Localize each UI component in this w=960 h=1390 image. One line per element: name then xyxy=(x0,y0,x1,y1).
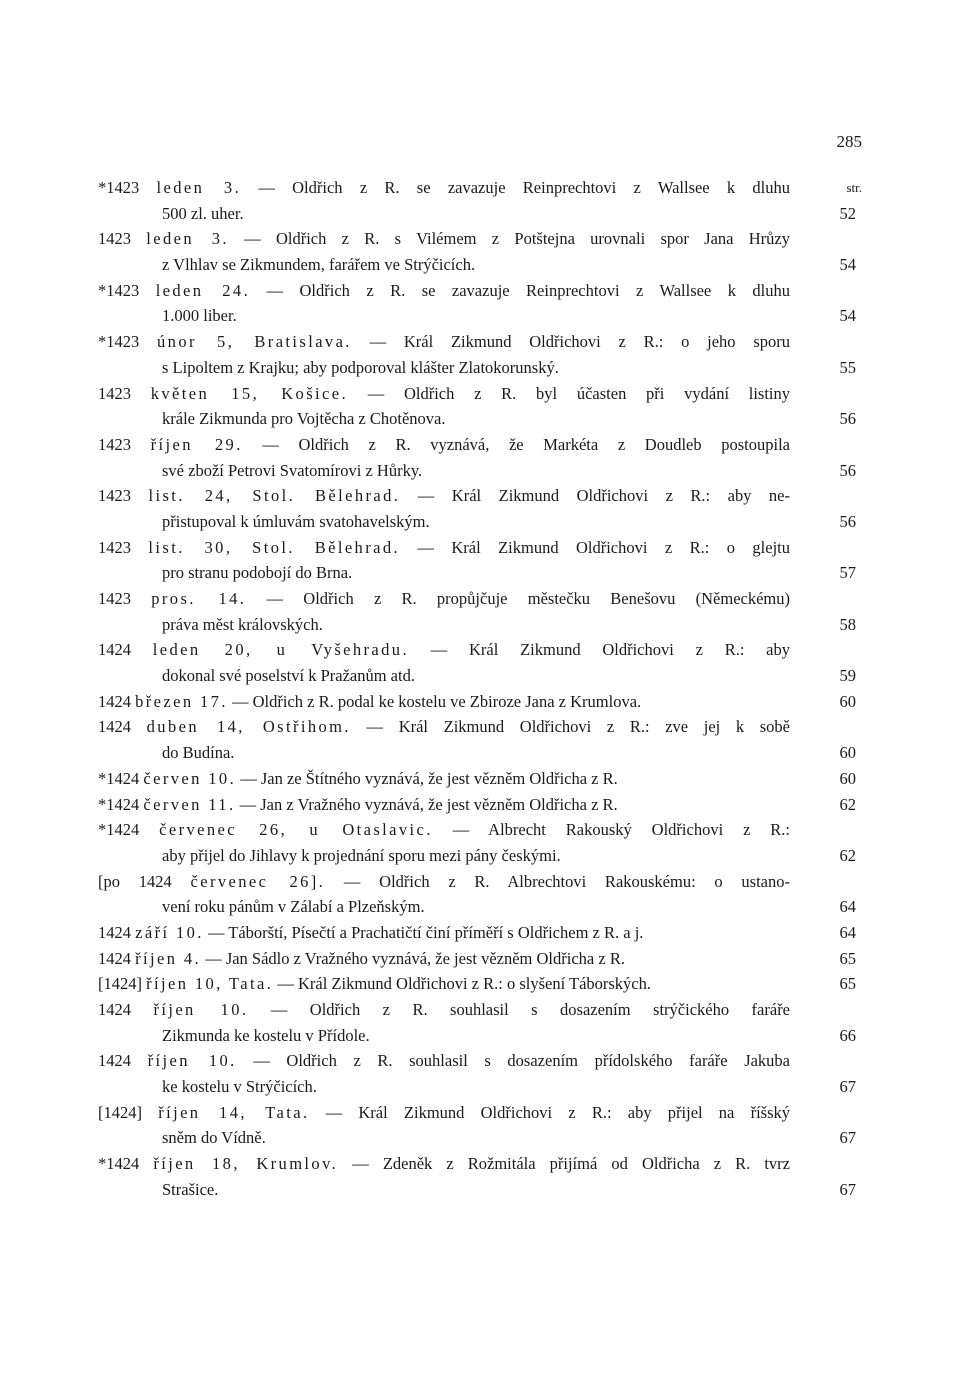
entry-continuation-line: práva měst královských. xyxy=(162,614,323,634)
regest-entry xyxy=(0,689,960,715)
entry-date: list. 24, Stol. Bělehrad. xyxy=(148,486,401,506)
entry-text: — Jan ze Štítného vyznává, že jest vězněm Oldřicha z R. xyxy=(236,768,618,788)
entry-first-line xyxy=(0,381,790,407)
entry-page-ref: 62 xyxy=(839,845,856,865)
entry-first-line xyxy=(0,1151,790,1177)
entry-year: *1424 xyxy=(98,820,140,840)
entry-year: 1424 xyxy=(98,1000,131,1019)
entry-page-ref: 62 xyxy=(839,794,856,814)
entry-continuation-line: s Lipoltem z Krajku; aby podporoval klášter Zlatokorunský. xyxy=(162,357,559,377)
entry-date: říjen 10. xyxy=(153,1000,249,1019)
entry-continuation-line: dokonal své poselství k Pražanům atd. xyxy=(162,666,415,686)
entry-first-line xyxy=(0,869,790,895)
entry-date: list. 30, Stol. Bělehrad. xyxy=(148,537,400,557)
entry-date: říjen 4. xyxy=(135,948,202,968)
entry-continuation-line: 500 zl. uher. xyxy=(162,203,244,223)
entry-text: — Král Zikmund Oldřichovi z R.: aby xyxy=(408,640,791,660)
entry-year: [po 1424 xyxy=(98,871,172,891)
entry-page-ref: 67 xyxy=(839,1179,856,1199)
entry-first-line xyxy=(0,278,790,304)
entry-year: 1423 xyxy=(98,229,131,249)
entry-first-line xyxy=(0,637,790,663)
entry-text: — Albrecht Rakouský Oldřichovi z R.: xyxy=(432,820,791,840)
entry-first-line xyxy=(0,714,790,740)
regest-entry xyxy=(0,586,960,637)
page-number: 285 xyxy=(836,132,862,151)
entry-text: — Král Zikmund Oldřichovi z R.: o glejtu xyxy=(400,537,790,557)
entry-continuation-line: aby přijel do Jihlavy k projednání sporu mezi pány českými. xyxy=(162,845,561,865)
entry-year: *1423 xyxy=(98,332,140,352)
entry-page-ref: 67 xyxy=(839,1077,856,1097)
entry-text: — Jan z Vražného vyznává, že jest vězněm Oldřicha z R. xyxy=(235,794,618,814)
entry-date: říjen 14, Tata. xyxy=(158,1102,310,1122)
entry-continuation-line: Zikmunda ke kostelu v Přídole. xyxy=(162,1025,370,1045)
entry-year: 1424 xyxy=(98,1051,131,1071)
regest-entry xyxy=(0,714,960,765)
entry-date: leden 3. xyxy=(146,229,229,249)
entry-continuation-line: pro stranu podobojí do Brna. xyxy=(162,563,353,583)
entry-year: *1424 xyxy=(98,794,140,814)
entry-date: říjen 29. xyxy=(150,434,243,454)
regest-entry xyxy=(0,997,960,1048)
entry-page-ref: 60 xyxy=(839,691,856,711)
entry-text: — Král Zikmund Oldřichovi z R.: aby přijel na říšský xyxy=(309,1102,791,1122)
entry-text: — Oldřich z R. byl účasten při vydání listiny xyxy=(347,383,791,403)
entry-date: červen 11. xyxy=(143,794,236,814)
entry-first-line xyxy=(0,1048,790,1074)
entry-page-ref: 55 xyxy=(839,357,856,377)
regest-entry xyxy=(0,175,960,226)
entry-date: pros. 14. xyxy=(151,589,247,608)
entry-date: září 10. xyxy=(135,922,204,942)
entry-page-ref: 56 xyxy=(839,511,856,531)
entry-year: *1423 xyxy=(98,280,140,300)
entry-text: — Oldřich z R. souhlasil s dosazením přídolského faráře Jakuba xyxy=(236,1051,791,1071)
entry-date: říjen 18, Krumlov. xyxy=(153,1154,339,1174)
entry-continuation-line: do Budína. xyxy=(162,743,235,763)
entry-text: — Jan Sádlo z Vražného vyznává, že jest vězněm Oldřicha z R. xyxy=(201,948,625,968)
entry-first-line xyxy=(0,329,790,355)
entry-date: červen 10. xyxy=(143,768,237,788)
entry-year: [1424] xyxy=(98,974,142,994)
entry-year: 1423 xyxy=(98,486,131,506)
entry-continuation-line: z Vlhlav se Zikmundem, farářem ve Strýčicích. xyxy=(162,255,476,275)
entry-page-ref: 52 xyxy=(839,203,856,223)
entry-date: květen 15, Košice. xyxy=(150,383,348,403)
entry-continuation-line: Strašice. xyxy=(162,1179,219,1199)
entry-date: říjen 10, Tata. xyxy=(146,974,274,994)
regest-entry xyxy=(0,432,960,483)
entry-year: 1423 xyxy=(98,383,131,403)
entry-year: 1424 xyxy=(98,717,131,737)
entry-page-ref: 65 xyxy=(839,948,856,968)
regest-entry xyxy=(0,1048,960,1099)
entry-page-ref: 56 xyxy=(839,460,856,480)
page-column-label: str. xyxy=(846,180,862,195)
entry-text: — Oldřich z R. se zavazuje Reinprechtovi z Wallsee k dluhu xyxy=(250,280,790,300)
entry-first-line xyxy=(0,766,790,792)
regest-entry xyxy=(0,971,960,997)
entry-text: — Král Zikmund Oldřichovi z R.: aby ne- xyxy=(400,486,791,506)
entry-continuation-line: 1.000 liber. xyxy=(162,306,237,326)
regest-entry xyxy=(0,535,960,586)
regest-entry xyxy=(0,1151,960,1202)
regest-entry xyxy=(0,1100,960,1151)
entry-date: březen 17. xyxy=(135,691,228,711)
entry-text: — Táborští, Písečtí a Prachatičtí činí příměří s Oldřichem z R. a j. xyxy=(203,922,644,942)
entry-year: *1423 xyxy=(98,178,140,197)
entry-year: 1424 xyxy=(98,948,131,968)
entry-page-ref: 64 xyxy=(839,922,856,942)
entry-date: leden 20, u Vyšehradu. xyxy=(152,640,409,660)
entry-page-ref: 59 xyxy=(839,666,856,686)
entry-date: únor 5, Bratislava. xyxy=(157,332,352,352)
entry-continuation-line: vení roku pánům v Zálabí a Plzeňským. xyxy=(162,897,425,917)
regest-entry xyxy=(0,329,960,380)
entry-page-ref: 54 xyxy=(839,306,856,326)
entry-text: — Oldřich z R. podal ke kostelu ve Zbiroze Jana z Krumlova. xyxy=(227,691,642,711)
entry-page-ref: 60 xyxy=(839,768,856,788)
regest-entry xyxy=(0,226,960,277)
entry-first-line xyxy=(0,586,790,612)
entry-page-ref: 65 xyxy=(839,974,856,994)
entry-first-line xyxy=(0,535,790,561)
entry-first-line xyxy=(0,1100,790,1126)
entry-date: leden 3. xyxy=(156,178,242,197)
entry-first-line xyxy=(0,175,790,201)
entry-continuation-line: sněm do Vídně. xyxy=(162,1128,266,1148)
entry-continuation-line: ke kostelu v Strýčicích. xyxy=(162,1077,317,1097)
entry-year: [1424] xyxy=(98,1102,142,1122)
entry-year: 1424 xyxy=(98,922,131,942)
entry-date: červenec 26, u Otaslavic. xyxy=(159,820,433,840)
entry-year: *1424 xyxy=(98,768,140,788)
entry-first-line xyxy=(0,226,790,252)
entry-page-ref: 60 xyxy=(839,743,856,763)
entry-continuation-line: krále Zikmunda pro Vojtěcha z Chotěnova. xyxy=(162,409,446,429)
entry-year: 1423 xyxy=(98,537,131,557)
entry-page-ref: 66 xyxy=(839,1025,856,1045)
entry-year: 1424 xyxy=(98,691,131,711)
entry-text: — Oldřich z R. souhlasil s dosazením strýčického faráře xyxy=(248,1000,791,1019)
entry-year: 1424 xyxy=(98,640,131,660)
entry-year: 1423 xyxy=(98,589,131,608)
regest-entry xyxy=(0,946,960,972)
entry-page-ref: 67 xyxy=(839,1128,856,1148)
regest-entry xyxy=(0,483,960,534)
entry-date: duben 14, Ostřihom. xyxy=(146,717,351,737)
entry-page-ref: 54 xyxy=(839,255,856,275)
entry-text: — Král Zikmund Oldřichovi z R.: o slyšení Táborských. xyxy=(273,974,652,994)
regest-entry xyxy=(0,817,960,868)
entry-page-ref: 56 xyxy=(839,409,856,429)
entry-first-line xyxy=(0,689,790,715)
regest-entry xyxy=(0,766,960,792)
entry-date: leden 24. xyxy=(155,280,251,300)
entry-year: *1424 xyxy=(98,1154,140,1174)
entry-year: 1423 xyxy=(98,434,131,454)
entry-date: říjen 10. xyxy=(147,1051,237,1071)
entry-date: červenec 26]. xyxy=(190,871,326,891)
entry-text: — Zdeněk z Rožmitála přijímá od Oldřicha z R. tvrz xyxy=(338,1154,790,1174)
regest-entry xyxy=(0,869,960,920)
entry-first-line xyxy=(0,920,790,946)
entry-page-ref: 57 xyxy=(839,563,856,583)
entry-text: — Král Zikmund Oldřichovi z R.: zve jej k sobě xyxy=(350,717,790,737)
entry-continuation-line: své zboží Petrovi Svatomírovi z Hůrky. xyxy=(162,460,423,480)
entry-first-line xyxy=(0,997,790,1023)
entry-first-line xyxy=(0,483,790,509)
entry-page-ref: 58 xyxy=(839,614,856,634)
entry-first-line xyxy=(0,971,790,997)
entry-first-line xyxy=(0,792,790,818)
entry-first-line xyxy=(0,432,790,458)
entry-text: — Oldřich z R. Albrechtovi Rakouskému: o ustano- xyxy=(325,871,790,891)
entry-text: — Oldřich z R. s Vilémem z Potštejna urovnali spor Jana Hrůzy xyxy=(228,229,790,249)
regest-entry xyxy=(0,381,960,432)
regest-list xyxy=(0,175,960,1203)
regest-entry xyxy=(0,278,960,329)
entry-continuation-line: přistupoval k úmluvám svatohavelským. xyxy=(162,511,430,531)
regest-entry xyxy=(0,792,960,818)
entry-first-line xyxy=(0,817,790,843)
regest-entry xyxy=(0,637,960,688)
entry-text: — Oldřich z R. vyznává, že Markéta z Doudleb postoupila xyxy=(242,434,790,454)
entry-page-ref: 64 xyxy=(839,897,856,917)
entry-text: — Oldřich z R. se zavazuje Reinprechtovi z Wallsee k dluhu xyxy=(241,178,791,197)
regest-entry xyxy=(0,920,960,946)
entry-first-line xyxy=(0,946,790,972)
entry-text: — Oldřich z R. propůjčuje městečku Benešovu (Německému) xyxy=(246,589,791,608)
entry-text: — Král Zikmund Oldřichovi z R.: o jeho sporu xyxy=(351,332,790,352)
